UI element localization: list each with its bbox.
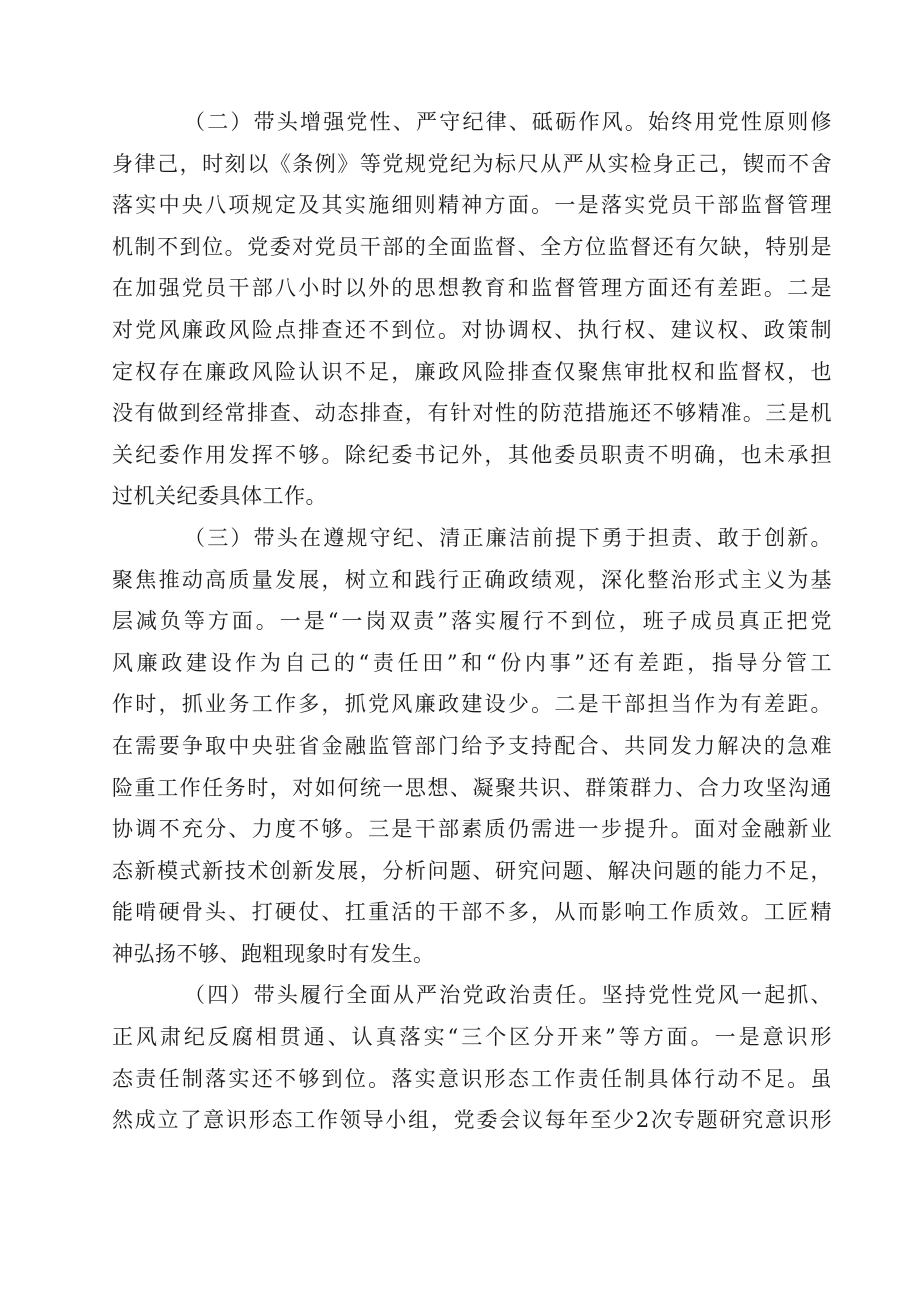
paragraph-line: 关纪委作用发挥不够。除纪委书记外，其他委员职责不明确，也未承担 (112, 442, 832, 467)
paragraph-line: 机制不到位。党委对党员干部的全面监督、全方位监督还有欠缺，特别是 (112, 234, 832, 259)
paragraph-line: 能啃硬骨头、打硬仗、扛重活的干部不多，从而影响工作质效。工匠精 (112, 900, 832, 925)
paragraph-line: 身律己，时刻以《条例》等党规党纪为标尺从严从实检身正己，锲而不舍 (112, 151, 832, 176)
paragraph-line: 落实中央八项规定及其实施细则精神方面。一是落实党员干部监督管理 (112, 193, 832, 218)
paragraph-line: 险重工作任务时，对如何统一思想、凝聚共识、群策群力、合力攻坚沟通 (112, 775, 832, 800)
paragraph-line: 定权存在廉政风险认识不足，廉政风险排查仅聚焦审批权和监督权，也 (112, 359, 832, 384)
paragraph-line: 正风肃纪反腐相贯通、认真落实“三个区分开来”等方面。一是意识形 (112, 1025, 832, 1050)
paragraph-line: 态责任制落实还不够到位。落实意识形态工作责任制具体行动不足。虽 (112, 1066, 832, 1091)
paragraph-line: 作时，抓业务工作多，抓党风廉政建设少。二是干部担当作为有差距。 (112, 692, 832, 717)
paragraph-line: （三）带头在遵规守纪、清正廉洁前提下勇于担责、敢于创新。 (184, 525, 832, 550)
paragraph-line: 神弘扬不够、跑粗现象时有发生。 (112, 941, 435, 966)
paragraph-line: 然成立了意识形态工作领导小组，党委会议每年至少2次专题研究意识形 (112, 1108, 832, 1133)
paragraph-line: （二）带头增强党性、严守纪律、砥砺作风。始终用党性原则修 (184, 110, 832, 134)
paragraph-line: 对党风廉政风险点排查还不到位。对协调权、执行权、建议权、政策制 (112, 317, 832, 342)
section-2-paragraph (112, 102, 832, 518)
paragraph-line: 在加强党员干部八小时以外的思想教育和监督管理方面还有差距。二是 (112, 276, 832, 301)
paragraph-line: 在需要争取中央驻省金融监管部门给予支持配合、共同发力解决的急难 (112, 733, 832, 758)
paragraph-line: 过机关纪委具体工作。 (112, 484, 327, 509)
paragraph-line: 没有做到经常排查、动态排查，有针对性的防范措施还不够精准。三是机 (112, 401, 832, 426)
section-4-paragraph (112, 975, 832, 1141)
paragraph-line: 层减负等方面。一是“一岗双责”落实履行不到位，班子成员真正把党 (112, 609, 832, 634)
document-body (112, 102, 832, 1142)
paragraph-line: 协调不充分、力度不够。三是干部素质仍需进一步提升。面对金融新业 (112, 817, 832, 842)
section-3-paragraph (112, 518, 832, 976)
paragraph-line: 聚焦推动高质量发展，树立和践行正确政绩观，深化整治形式主义为基 (112, 567, 832, 592)
paragraph-line: （四）带头履行全面从严治党政治责任。坚持党性党风一起抓、 (184, 983, 832, 1008)
paragraph-line: 风廉政建设作为自己的“责任田”和“份内事”还有差距，指导分管工 (112, 650, 832, 675)
paragraph-line: 态新模式新技术创新发展，分析问题、研究问题、解决问题的能力不足， (112, 858, 832, 883)
